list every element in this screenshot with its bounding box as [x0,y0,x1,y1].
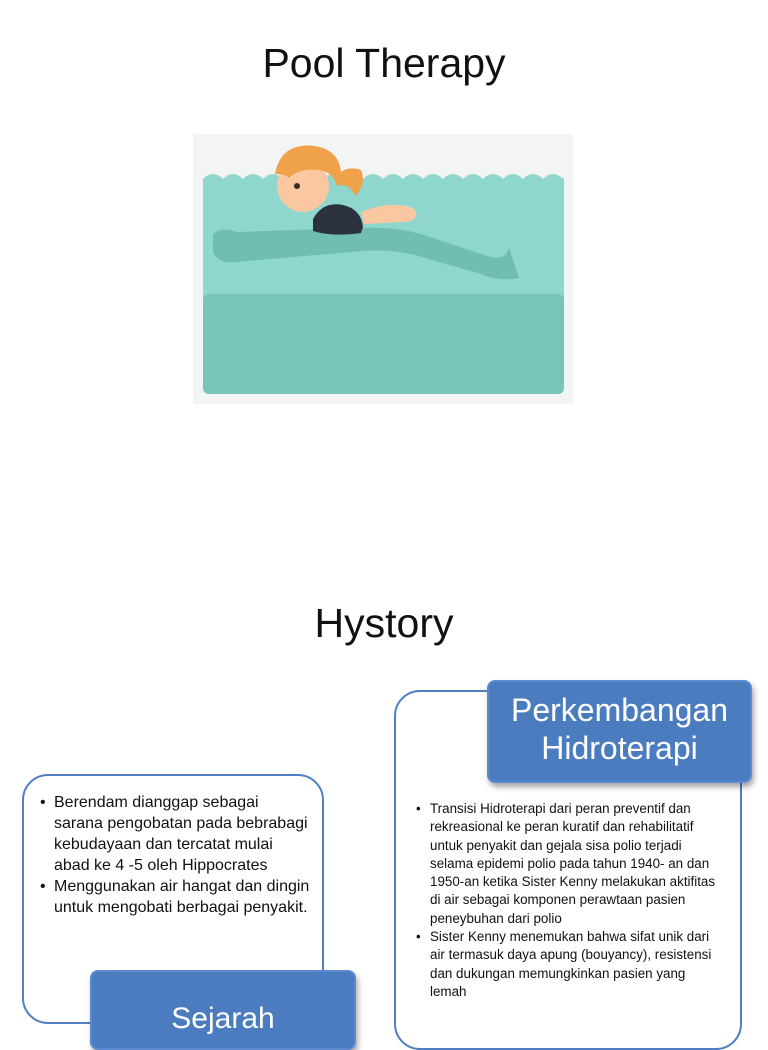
bullet-item: • Transisi Hidroterapi dari peran preventif dan rekreasional ke peran kuratif dan rehabilitatif untuk penyakit dan gejala sisa polio terjadi selama epidemi polio pada tahun 1940- an dan 1950-an ketika Sister Kenny melakukan aktifitas di air sebagai komponen perawtaan pasien peneybuhan dari polio [416,800,716,928]
sejarah-label-box [90,970,356,1050]
perkembangan-label-box [487,680,752,783]
slide-title-history: Hystory [314,600,454,646]
bullet-item: • Berendam dianggap sebagai sarana pengobatan pada bebrabagi kebudayaan dan tercatat mulai abad ke 4 -5 oleh Hippocrates [40,792,310,876]
perkembangan-bullet-list [416,800,716,1001]
bullet-item: • Menggunakan air hangat dan dingin untuk mengobati berbagai penyakit. [40,876,310,918]
sejarah-bullet-list [40,792,310,918]
swimmer-illustration [193,134,573,404]
water-deep [203,294,564,394]
bullet-item: • Sister Kenny menemukan bahwa sifat unik dari air termasuk daya apung (bouyancy), resistensi dan dukungan memungkinkan pasien yang lemah [416,928,716,1001]
swimmer-eye [294,183,300,189]
perkembangan-label-line2: Hidroterapi [541,730,698,766]
slide-title: Pool Therapy [262,40,506,86]
perkembangan-label-line1: Perkembangan [510,692,729,728]
sejarah-label: Sejarah [171,1002,275,1035]
